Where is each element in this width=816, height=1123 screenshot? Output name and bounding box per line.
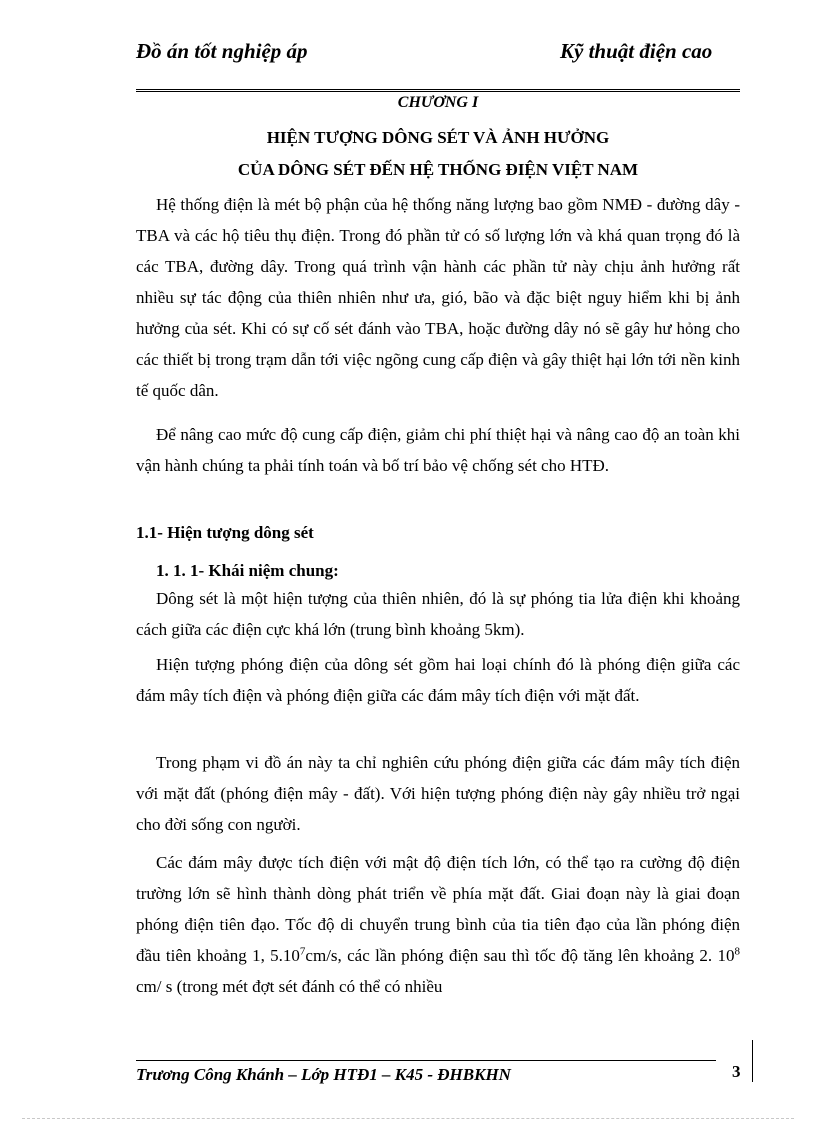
paragraph-6-text-b: cm/s, các lần phóng điện sau thì tốc độ tăng lên khoảng 2. 10 xyxy=(305,946,735,965)
paragraph-1: Hệ thống điện là mét bộ phận của hệ thống năng lượng bao gồm NMĐ - đường dây - TBA và các hộ tiêu thụ điện. Trong đó phần tử có số lượng lớn và khá quan trọng đó là các TBA, đường dây. Trong quá trình vận hành các phần tử này chịu ảnh hưởng rất nhiều sự tác động của thiên nhiên như ưa, gió, bão và đặc biệt nguy hiểm khi bị ảnh hưởng của sét. Khi có sự cố sét đánh vào TBA, hoặc đường dây nó sẽ gây hư hỏng cho các thiết bị trong trạm dẫn tới việc ngõng cung cấp điện và gây thiệt hại lớn tới nền kinh tế quốc dân. xyxy=(136,195,740,400)
footer-author: Trương Công Khánh – Lớp HTĐ1 – K45 - ĐHBKHN xyxy=(136,1065,511,1084)
page-bottom-border xyxy=(22,1118,794,1119)
page-number: 3 xyxy=(732,1062,741,1081)
paragraph-6-text-c: cm/ s (trong mét đợt sét đánh có thể có nhiều xyxy=(136,977,443,996)
paragraph-4: Hiện tượng phóng điện của dông sét gồm hai loại chính đó là phóng điện giữa các đám mây tích điện và phóng điện giữa các đám mây tích điện với mặt đất. xyxy=(136,655,740,705)
subsection-heading: 1. 1. 1- Khái niệm chung: xyxy=(156,561,339,580)
paragraph-6-text-a: Các đám mây được tích điện với mật độ điện tích lớn, có thể tạo ra cường độ điện trường lớn sẽ hình thành dòng phát triển về phía mặt đất. Giai đoạn này là giai đoạn phóng điện tiên đạo. Tốc độ di chuyển trung bình của tia tiên đạo của lần phóng điện đầu tiên khoảng 1, 5.10 xyxy=(136,853,740,965)
header-right: Kỹ thuật điện cao xyxy=(560,39,713,63)
paragraph-2: Để nâng cao mức độ cung cấp điện, giảm chi phí thiệt hại và nâng cao độ an toàn khi vận hành chúng ta phải tính toán và bố trí bảo vệ chống sét cho HTĐ. xyxy=(136,425,740,475)
header-rule xyxy=(136,89,740,92)
paragraph-6 xyxy=(136,847,740,1002)
paragraph-5: Trong phạm vi đồ án này ta chỉ nghiên cứu phóng điện giữa các đám mây tích điện với mặt đất (phóng điện mây - đất). Với hiện tượng phóng điện này gây nhiều trở ngại cho đời sống con người. xyxy=(136,753,740,834)
footer-rule xyxy=(136,1060,716,1061)
footer-vertical-rule xyxy=(752,1040,753,1082)
superscript-exponent-8: 8 xyxy=(734,945,740,958)
section-heading: 1.1- Hiện tượng dông sét xyxy=(136,523,314,542)
superscript-exponent-7: 7 xyxy=(299,945,306,958)
chapter-title-line1: HIỆN TƯỢNG DÔNG SÉT VÀ ẢNH HƯỞNG xyxy=(266,128,610,147)
header-left: Đồ án tốt nghiệp áp xyxy=(136,39,308,63)
chapter-label: CHƯƠNG I xyxy=(397,94,479,111)
chapter-title-line2: CỦA DÔNG SÉT ĐẾN HỆ THỐNG ĐIỆN VIỆT NAM xyxy=(237,160,639,179)
paragraph-3: Dông sét là một hiện tượng của thiên nhiên, đó là sự phóng tia lửa điện khi khoảng cách giữa các điện cực khá lớn (trung bình khoảng 5km). xyxy=(136,589,740,639)
